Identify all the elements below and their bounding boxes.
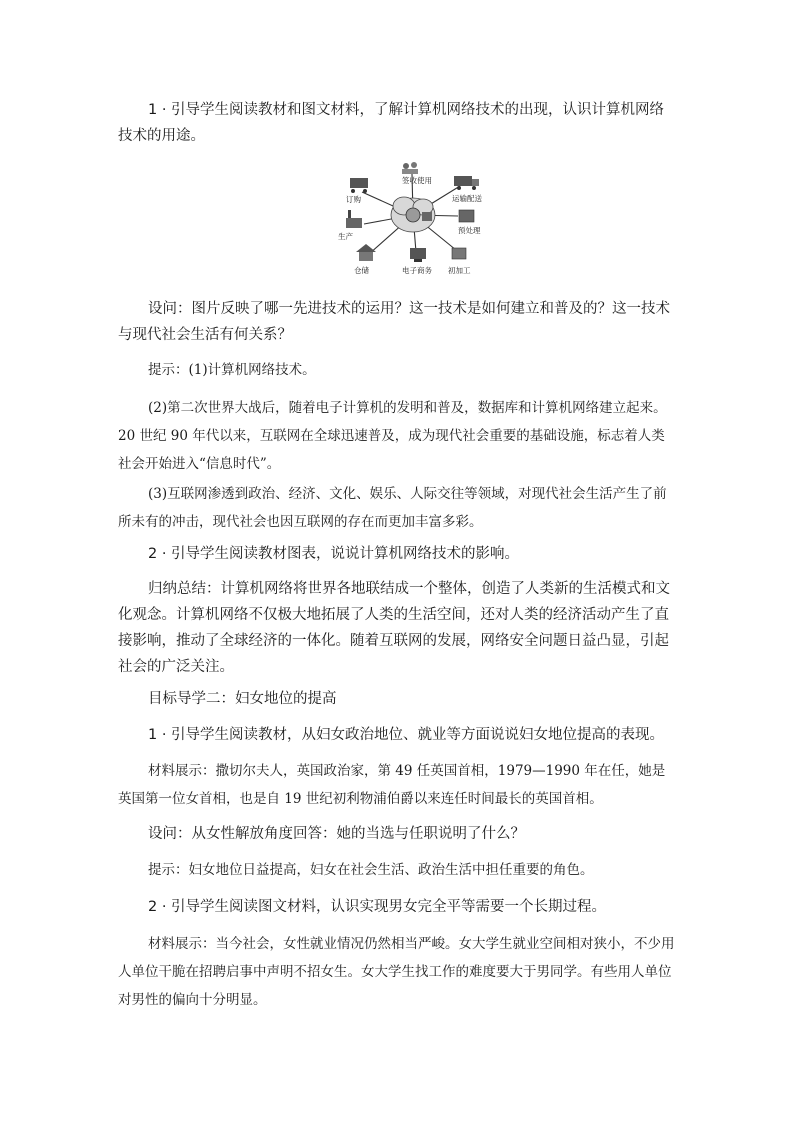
paragraph-7: 归纳总结：计算机网络将世界各地联结成一个整体，创造了人类新的生活模式和文化观念。计算机网络不仅极大地拓展了人类的生活空间，还对人类的经济活动产生了直接影响，推动了全球经济的一体化。随着互联网的发展，网络安全问题日益凸显，引起社会的广泛关注。: [118, 581, 670, 675]
truck-icon: [454, 176, 479, 190]
label-ecommerce: 电子商务: [402, 266, 432, 275]
label-preprocess: 预处理: [458, 226, 481, 235]
paragraph-9: 1 · 引导学生阅读教材，从妇女政治地位、就业等方面说说妇女地位提高的表现。: [148, 727, 665, 743]
paragraph-2: 设问：图片反映了哪一先进技术的运用？这一技术是如何建立和普及的？这一技术与现代社会生活有何关系？: [118, 301, 670, 343]
box-icon: [459, 210, 474, 222]
paragraph-5: (3)互联网渗透到政治、经济、文化、娱乐、人际交往等领域，对现代社会生活产生了前所未有的冲击，现代社会也因互联网的存在而更加丰富多彩。: [118, 486, 667, 530]
cloud-hub-icon: [391, 197, 435, 232]
label-processing: 初加工: [448, 266, 471, 275]
paragraph-6: 2 · 引导学生阅读教材图表，说说计算机网络技术的影响。: [148, 546, 520, 562]
paragraph-1: 1 · 引导学生阅读教材和图文材料，了解计算机网络技术的出现，认识计算机网络技术的用途。: [118, 102, 665, 144]
label-production: 生产: [338, 232, 353, 241]
section-heading: 目标导学二：妇女地位的提高: [148, 691, 337, 707]
paragraph-10: 材料展示：撒切尔夫人，英国政治家，第 49 任英国首相，1979—1990 年在任，她是英国第一位女首相，也是自 19 世纪初利物浦伯爵以来连任时间最长的英国首相。: [118, 763, 666, 807]
crate-icon: [452, 248, 466, 259]
label-use: 签收使用: [402, 176, 432, 185]
paragraph-11: 设问：从女性解放角度回答：她的当选与任职说明了什么？: [148, 826, 525, 842]
paragraph-12: 提示：妇女地位日益提高，妇女在社会生活、政治生活中担任重要的角色。: [148, 862, 594, 878]
people-icon: [402, 162, 418, 174]
paragraph-13: 2 · 引导学生阅读图文材料，认识实现男女完全平等需要一个长期过程。: [148, 899, 607, 915]
house-icon: [356, 244, 376, 261]
label-transport: 运输配送: [452, 194, 482, 203]
network-diagram-figure: [334, 160, 492, 278]
factory-icon: [346, 210, 362, 228]
paragraph-4: (2)第二次世界大战后，随着电子计算机的发明和普及，数据库和计算机网络建立起来。20 世纪 90 年代以来，互联网在全球迅速普及，成为现代社会重要的基础设施，标志着人类社会开始进入“信息时代”。: [118, 400, 667, 472]
paragraph-14: 材料展示：当今社会，女性就业情况仍然相当严峻。女大学生就业空间相对狭小，不少用人单位干脆在招聘启事中声明不招女生。女大学生找工作的难度要大于男同学。有些用人单位对男性的偏向十分明显。: [118, 936, 675, 1008]
shopping-cart-icon: [350, 178, 368, 193]
computer-icon: [410, 248, 426, 262]
paragraph-3: 提示：(1)计算机网络技术。: [148, 362, 316, 378]
label-order: 订购: [346, 195, 361, 204]
label-warehouse: 仓储: [354, 266, 369, 275]
